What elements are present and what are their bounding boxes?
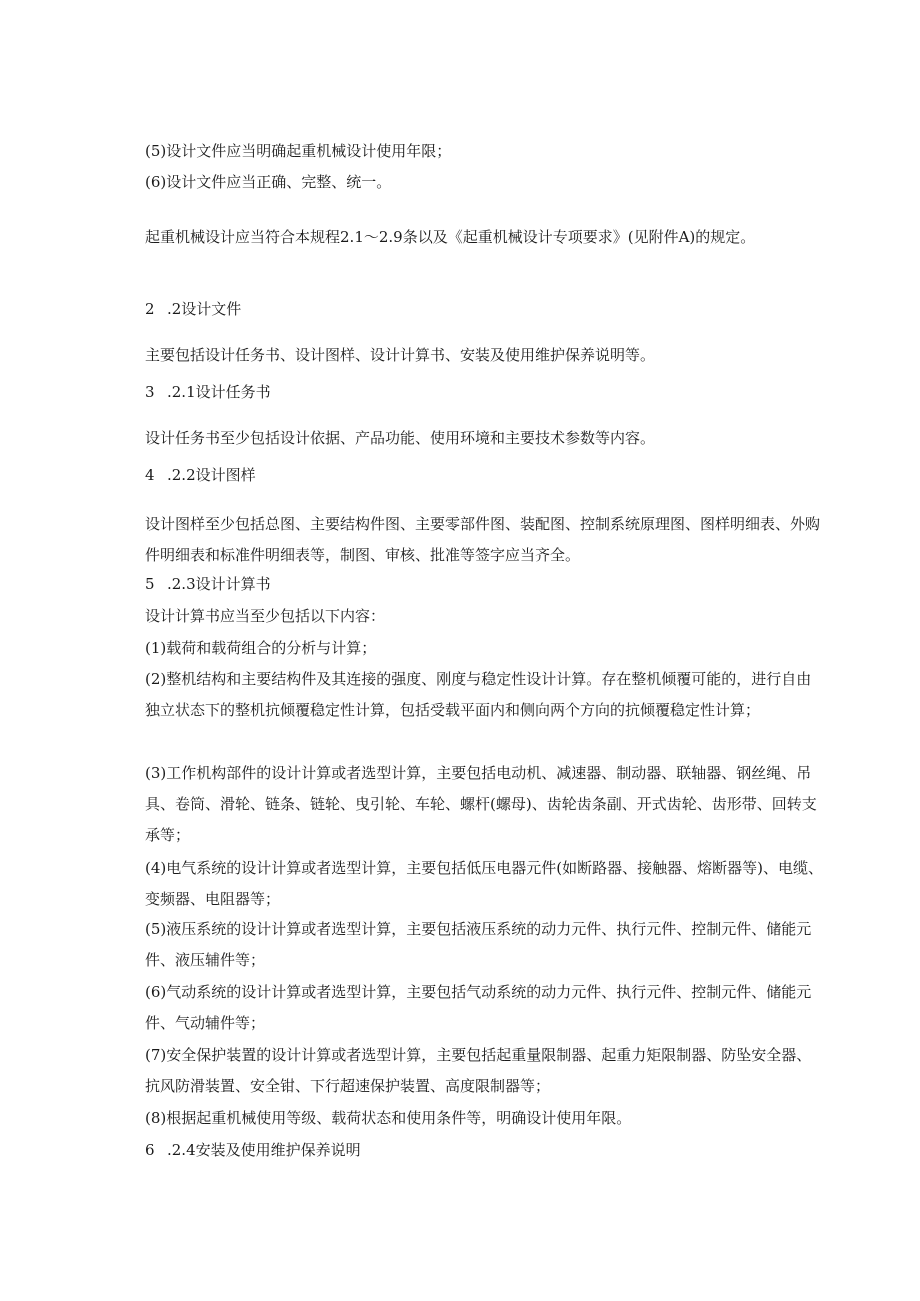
heading-number: 5: [145, 575, 155, 593]
list-item-service-life: (8)根据起重机械使用等级、载荷状态和使用条件等，明确设计使用年限。: [145, 1109, 632, 1127]
heading-number: 2: [145, 300, 155, 318]
paragraph-documents-scope: 主要包括设计任务书、设计图样、设计计算书、安装及使用维护保养说明等。: [145, 346, 656, 364]
paragraph-task-content: 设计任务书至少包括设计依据、产品功能、使用环境和主要技术参数等内容。: [145, 429, 656, 447]
heading-design-task: [145, 382, 271, 402]
heading-number: 4: [145, 466, 155, 484]
heading-number: 6: [145, 1141, 155, 1159]
heading-design-drawings: [145, 465, 256, 485]
heading-text: .2.3设计计算书: [167, 575, 271, 593]
paragraph-design-life: (5)设计文件应当明确起重机械设计使用年限；: [145, 142, 452, 160]
list-item-structure: (2)整机结构和主要结构件及其连接的强度、刚度与稳定性设计计算。存在整机倾覆可能的，进行自由独立状态下的整机抗倾覆稳定性计算，包括受载平面内和侧向两个方向的抗倾覆稳定性计算；: [145, 670, 812, 719]
list-item-load: (1)载荷和载荷组合的分析与计算；: [145, 639, 377, 657]
heading-text: .2.1设计任务书: [167, 383, 271, 401]
list-item-hydraulic: (5)液压系统的设计计算或者选型计算，主要包括液压系统的动力元件、执行元件、控制元件、储能元件、液压辅件等；: [145, 920, 812, 969]
heading-text: .2.2设计图样: [167, 466, 256, 484]
paragraph-design-compliance: 起重机械设计应当符合本规程2.1〜2.9条以及《起重机械设计专项要求》(见附件A)的规定。: [145, 228, 756, 246]
paragraph-calculation-intro: 设计计算书应当至少包括以下内容：: [145, 607, 386, 625]
heading-number: 3: [145, 383, 155, 401]
list-item-electrical: (4)电气系统的设计计算或者选型计算，主要包括低压电器元件(如断路器、接触器、熔断器等)、电缆、变频器、电阻器等；: [145, 859, 823, 908]
list-item-mechanism: (3)工作机构部件的设计计算或者选型计算，主要包括电动机、减速器、制动器、联轴器、钢丝绳、吊具、卷筒、滑轮、链条、链轮、曳引轮、车轮、螺杆(螺母)、齿轮齿条副、开式齿轮、齿形带、回转支承等；: [145, 764, 817, 844]
heading-calculation-book: [145, 574, 271, 594]
heading-design-documents: [145, 299, 241, 319]
list-item-pneumatic: (6)气动系统的设计计算或者选型计算，主要包括气动系统的动力元件、执行元件、控制元件、储能元件、气动辅件等；: [145, 983, 812, 1032]
paragraph-design-complete: (6)设计文件应当正确、完整、统一。: [145, 173, 392, 191]
heading-text: .2.4安装及使用维护保养说明: [167, 1141, 361, 1159]
heading-installation-manual: [145, 1140, 361, 1160]
list-item-safety: (7)安全保护装置的设计计算或者选型计算，主要包括起重量限制器、起重力矩限制器、防坠安全器、抗风防滑装置、安全钳、下行超速保护装置、高度限制器等；: [145, 1046, 812, 1095]
paragraph-drawings-content: 设计图样至少包括总图、主要结构件图、主要零部件图、装配图、控制系统原理图、图样明细表、外购件明细表和标准件明细表等，制图、审核、批准等签字应当齐全。: [145, 515, 821, 564]
heading-text: .2设计文件: [167, 300, 242, 318]
